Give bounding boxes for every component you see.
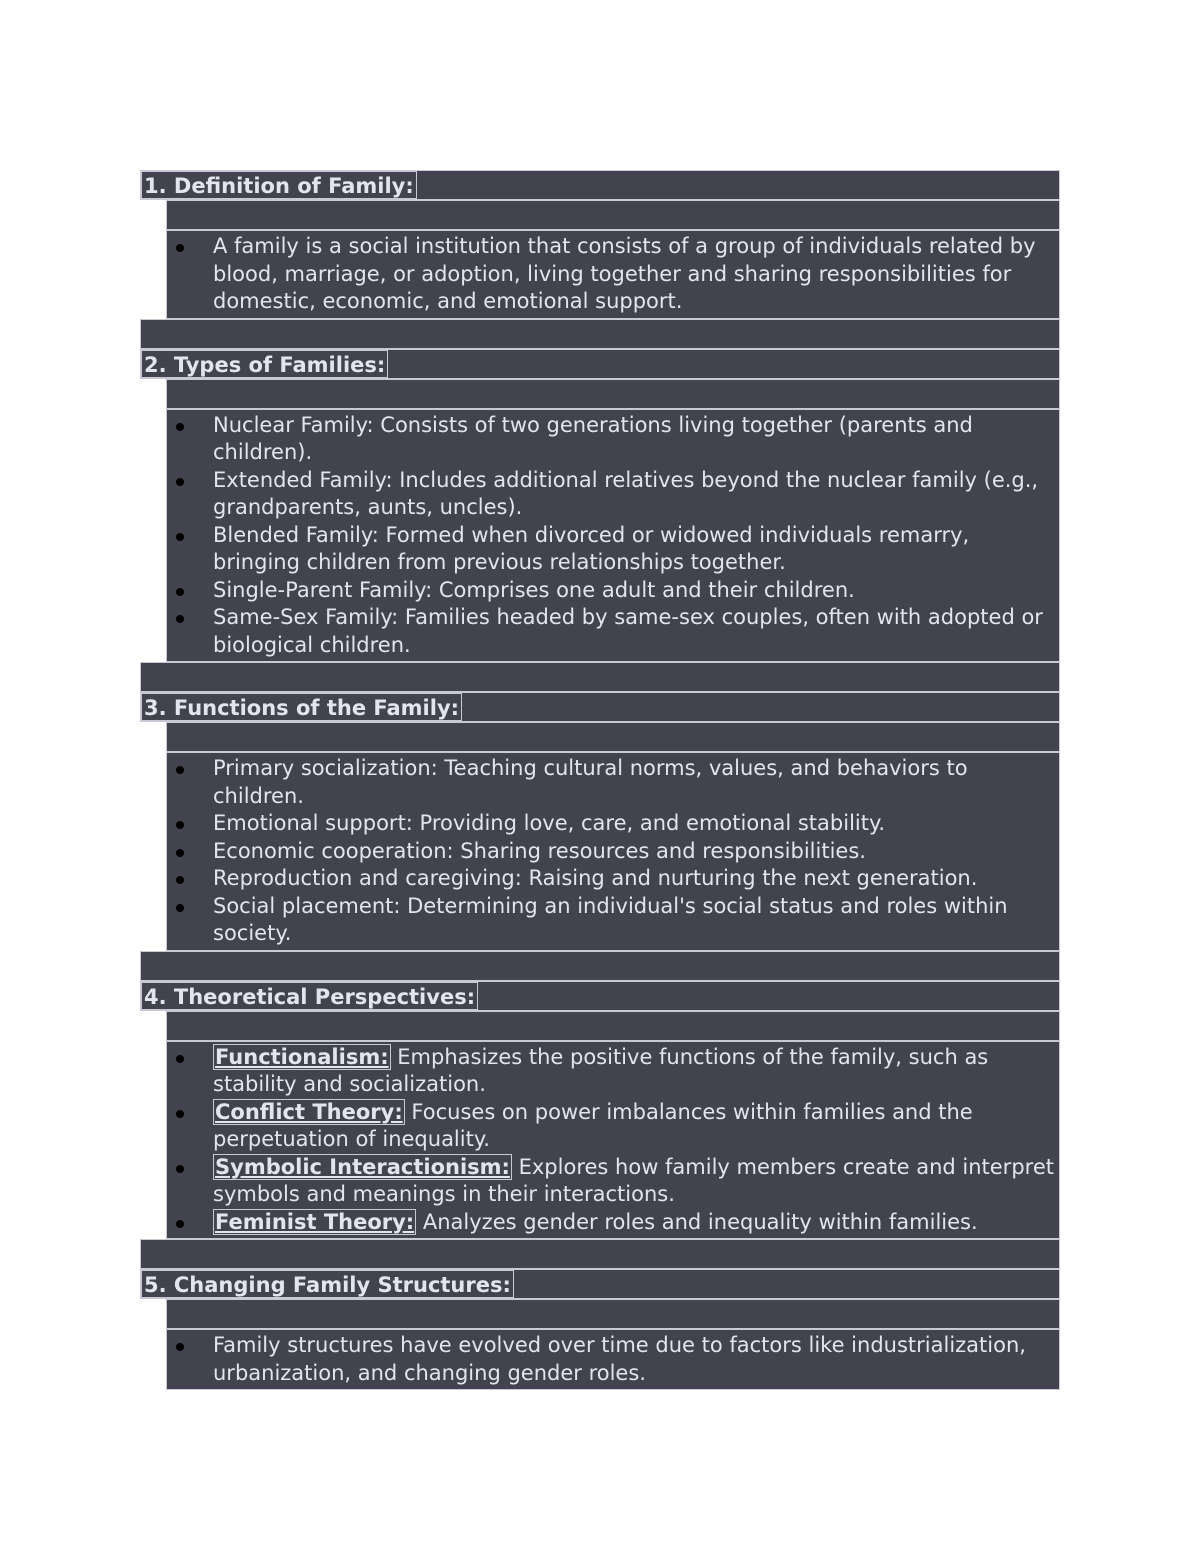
list-item-text: Single-Parent Family: Comprises one adult and their children.	[213, 577, 855, 602]
list-item	[167, 1154, 1059, 1209]
section-heading-row	[140, 1269, 1060, 1299]
list-item	[167, 1044, 1059, 1099]
section-heading: 5. Changing Family Structures:	[141, 1270, 514, 1298]
bullet-list-block	[166, 409, 1060, 663]
bullet-list	[167, 755, 1059, 948]
list-item-text: Social placement: Determining an individual's social status and roles within society.	[213, 893, 1008, 945]
list-item-text: Reproduction and caregiving: Raising and nurturing the next generation.	[213, 866, 978, 890]
document-body	[140, 170, 1060, 1390]
list-item-text: Focuses on power imbalances within families and the perpetuation of inequality.	[213, 1099, 973, 1151]
bullet-icon	[176, 1055, 184, 1063]
bullet-icon	[176, 588, 184, 596]
list-item-text: Same-Sex Family: Families headed by same-sex couples, often with adopted or biological children.	[213, 605, 1043, 657]
section-heading-row	[140, 170, 1060, 200]
list-item	[167, 604, 1059, 659]
bullet-icon	[176, 478, 184, 486]
bullet-list	[167, 1044, 1059, 1237]
list-item	[167, 755, 1059, 810]
term-label: Feminist Theory:	[215, 1209, 415, 1234]
bullet-icon	[176, 849, 184, 857]
section-heading-row	[140, 692, 1060, 722]
list-item	[167, 893, 1059, 948]
section-gap	[140, 319, 1060, 349]
list-item-text: Family structures have evolved over time due to factors like industrialization, urbanization, and changing gender roles.	[213, 1333, 1026, 1385]
list-item-text: Explores how family members create and interpret symbols and meanings in their interactions.	[213, 1154, 1054, 1206]
bullet-icon	[176, 244, 184, 252]
list-item-text: Analyzes gender roles and inequality within families.	[416, 1209, 978, 1234]
bullet-list	[167, 233, 1059, 316]
bullet-icon	[176, 1165, 184, 1173]
bullet-icon	[176, 766, 184, 774]
list-item	[167, 838, 1059, 866]
bullet-icon	[176, 1220, 184, 1228]
section-heading: 2. Types of Families:	[141, 350, 388, 378]
bullet-list	[167, 1332, 1059, 1387]
list-item-text: Nuclear Family: Consists of two generations living together (parents and children).	[213, 412, 973, 464]
bullet-icon	[176, 615, 184, 623]
list-item	[167, 233, 1059, 316]
bullet-list-block	[166, 230, 1060, 319]
bullet-icon	[176, 821, 184, 829]
list-item-text: Emotional support: Providing love, care, and emotional stability.	[213, 811, 886, 835]
list-item	[167, 412, 1059, 467]
section-functions	[140, 692, 1060, 951]
section-heading-row	[140, 981, 1060, 1011]
section-heading: 4. Theoretical Perspectives:	[141, 982, 478, 1010]
section-gap	[140, 662, 1060, 692]
section-perspectives	[140, 981, 1060, 1240]
section-spacer	[166, 1011, 1060, 1041]
list-item-text: Blended Family: Formed when divorced or widowed individuals remarry, bringing children from previous relationships together.	[213, 522, 970, 574]
list-item-text: Extended Family: Includes additional relatives beyond the nuclear family (e.g., grandparents, aunts, uncles).	[213, 467, 1039, 519]
term-label: Symbolic Interactionism:	[215, 1154, 510, 1179]
section-spacer	[166, 200, 1060, 230]
list-item	[167, 1099, 1059, 1154]
section-heading: 1. Definition of Family:	[141, 171, 417, 199]
section-spacer	[166, 1299, 1060, 1329]
section-changing-structures	[140, 1269, 1060, 1390]
section-heading-row	[140, 349, 1060, 379]
list-item-text: Emphasizes the positive functions of the family, such as stability and socialization.	[213, 1044, 989, 1096]
bullet-icon	[176, 1110, 184, 1118]
list-item	[167, 522, 1059, 577]
bullet-list-block	[166, 752, 1060, 951]
bullet-icon	[176, 1343, 184, 1351]
section-heading: 3. Functions of the Family:	[141, 693, 462, 721]
list-item-text: A family is a social institution that consists of a group of individuals related by blood, marriage, or adoption, living together and sharing responsibilities for domestic, economic, and emotional support.	[213, 234, 1036, 313]
term-label: Conflict Theory:	[215, 1099, 403, 1124]
list-item-text: Economic cooperation: Sharing resources and responsibilities.	[213, 838, 866, 863]
bullet-icon	[176, 876, 184, 884]
list-item-text: Primary socialization: Teaching cultural norms, values, and behaviors to children.	[213, 756, 968, 808]
list-item	[167, 1332, 1059, 1387]
section-gap	[140, 1239, 1060, 1269]
section-types	[140, 349, 1060, 663]
bullet-icon	[176, 423, 184, 431]
section-gap	[140, 951, 1060, 981]
section-spacer	[166, 379, 1060, 409]
bullet-icon	[176, 533, 184, 541]
list-item	[167, 1209, 1059, 1237]
list-item	[167, 865, 1059, 893]
bullet-list-block	[166, 1041, 1060, 1240]
list-item	[167, 467, 1059, 522]
bullet-list	[167, 412, 1059, 660]
section-spacer	[166, 722, 1060, 752]
term-label: Functionalism:	[215, 1044, 389, 1069]
bullet-icon	[176, 904, 184, 912]
list-item	[167, 577, 1059, 605]
section-definition	[140, 170, 1060, 319]
list-item	[167, 810, 1059, 838]
bullet-list-block	[166, 1329, 1060, 1390]
